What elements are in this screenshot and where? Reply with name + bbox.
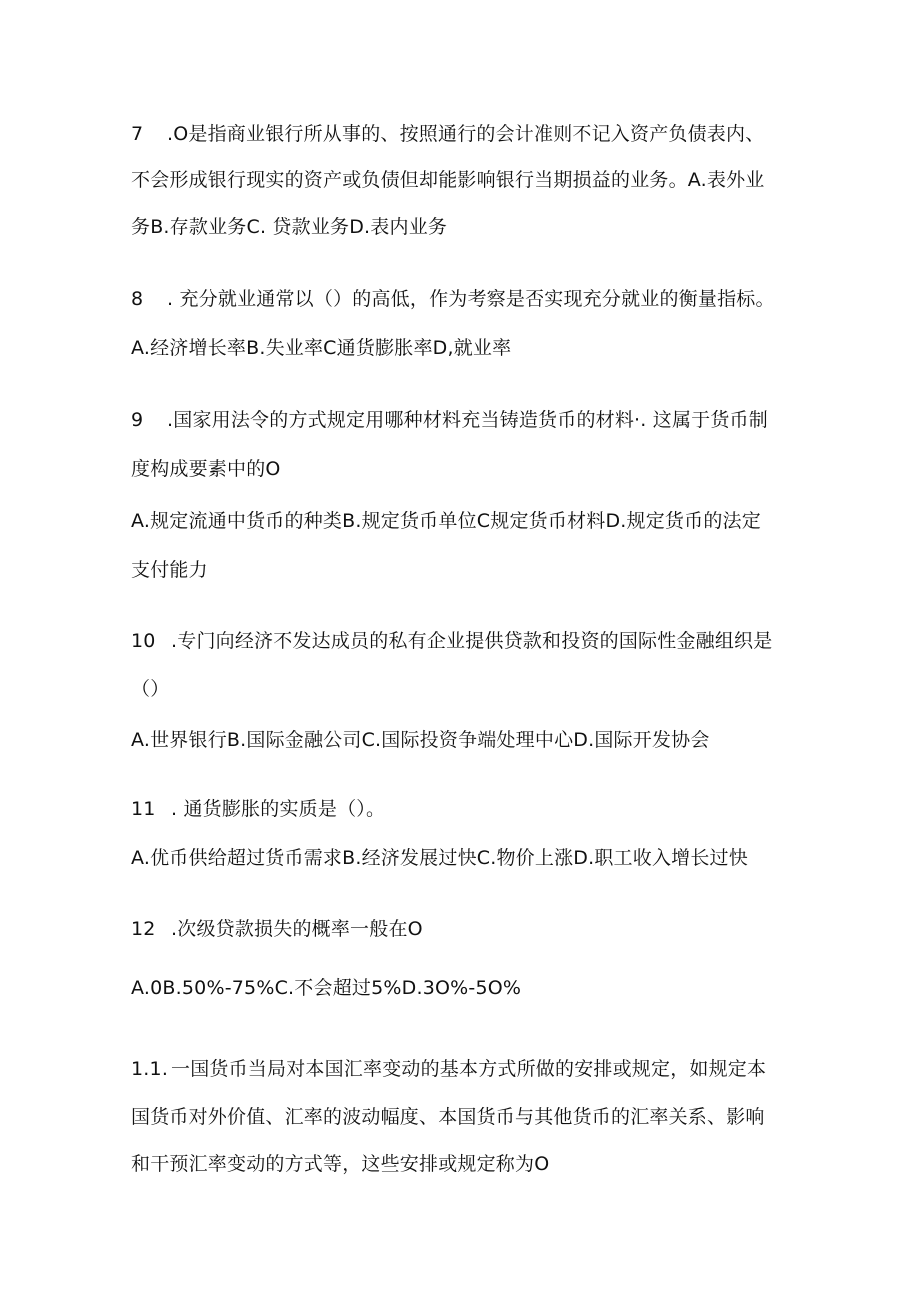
question-9-line-1 — [131, 408, 811, 432]
question-text: . 充分就业通常以（）的高低，作为考察是否实现充分就业的衡量指标。 — [167, 288, 775, 310]
question-11-line-1 — [131, 797, 811, 821]
question-11-options — [131, 846, 811, 870]
question-text: 不会形成银行现实的资产或负债但却能影响银行当期损益的业务。A.表外业 — [131, 169, 765, 191]
question-text: . 通货膨胀的实质是（）。 — [171, 798, 386, 820]
question-options: A.经济增长率B.失业率C通货膨胀率D,就业率 — [131, 337, 512, 359]
question-1-1-line-1 — [131, 1057, 811, 1081]
question-1-1-line-3 — [131, 1152, 811, 1176]
question-options: A.世界银行B.国际金融公司C.国际投资争端处理中心D.国际开发协会 — [131, 729, 710, 751]
question-8-options — [131, 336, 811, 360]
question-number: 1.1. — [131, 1058, 169, 1080]
question-options: 务B.存款业务C. 贷款业务D.表内业务 — [131, 216, 448, 238]
question-text: 一国货币当局对本国汇率变动的基本方式所做的安排或规定，如规定本 — [171, 1058, 767, 1080]
question-12-line-1 — [131, 917, 811, 941]
question-options: 支付能力 — [131, 559, 208, 581]
question-text: .专门向经济不发达成员的私有企业提供贷款和投资的国际性金融组织是 — [171, 630, 773, 652]
question-text: 国货币对外价值、汇率的波动幅度、本国货币与其他货币的汇率关系、影响 — [131, 1106, 765, 1128]
question-7-line-1 — [131, 122, 811, 146]
question-10-options — [131, 728, 811, 752]
question-text: 和干预汇率变动的方式等，这些安排或规定称为O — [131, 1153, 550, 1175]
question-9-options — [131, 509, 811, 533]
question-options: A.规定流通中货币的种类B.规定货币单位C规定货币材料D.规定货币的法定 — [131, 510, 761, 532]
question-8-line-1 — [131, 287, 811, 311]
question-number: 9 — [131, 409, 144, 431]
question-number: 11 — [131, 798, 156, 820]
question-12-options — [131, 976, 811, 1000]
question-text: （） — [131, 678, 170, 700]
question-text: .次级贷款损失的概率一般在O — [171, 918, 423, 940]
question-text: .O是指商业银行所从事的、按照通行的会计准则不记入资产负债表内、 — [167, 123, 765, 145]
question-10-line-2 — [131, 677, 811, 701]
question-10-line-1 — [131, 629, 811, 653]
question-number: 7 — [131, 123, 144, 145]
question-number: 8 — [131, 288, 144, 310]
question-options: A.0B.50%-75%C.不会超过5%D.3O%-5O% — [131, 977, 522, 999]
question-7-line-2 — [131, 168, 811, 192]
question-9-line-2 — [131, 457, 811, 481]
question-1-1-line-2 — [131, 1105, 811, 1129]
question-text: .国家用法令的方式规定用哪种材料充当铸造货币的材料·. 这属于货币制 — [167, 409, 768, 431]
question-text: 度构成要素中的O — [131, 458, 281, 480]
question-7-options — [131, 215, 811, 239]
question-9-options-continued — [131, 558, 811, 582]
question-number: 12 — [131, 918, 156, 940]
question-number: 10 — [131, 630, 156, 652]
question-options: A.优币供给超过货币需求B.经济发展过快C.物价上涨D.职工收入增长过快 — [131, 847, 748, 869]
